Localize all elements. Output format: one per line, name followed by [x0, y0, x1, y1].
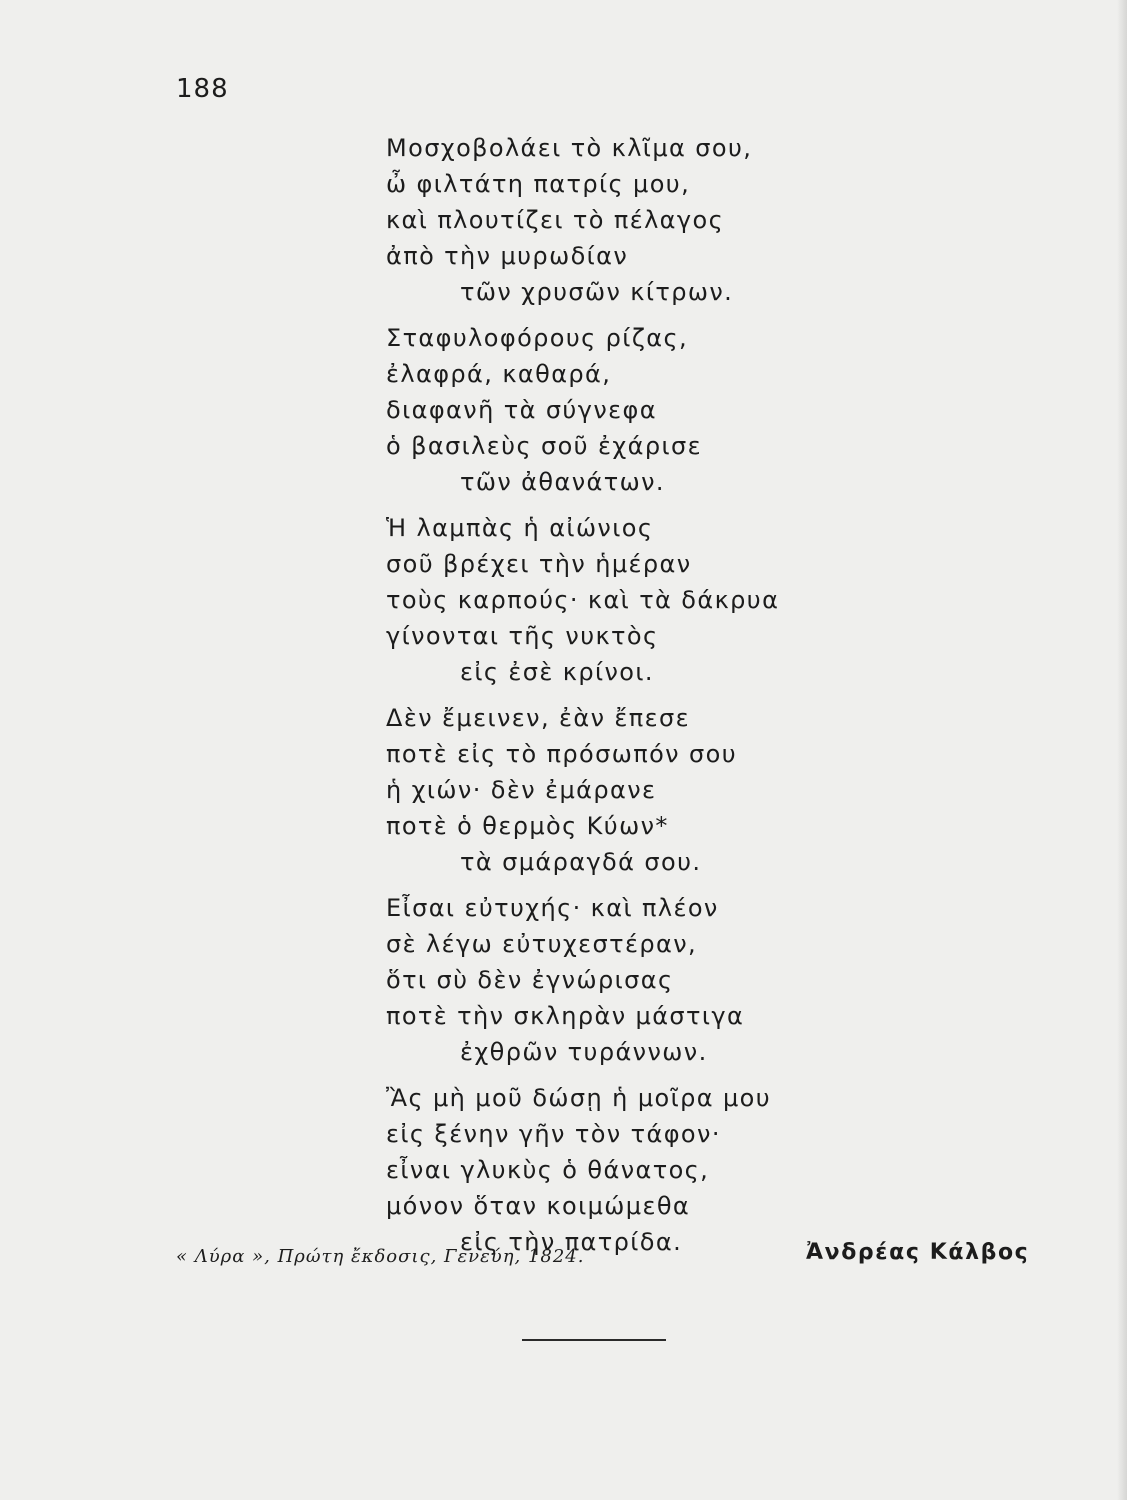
poem: [386, 130, 886, 1260]
stanza-6: [386, 1080, 886, 1260]
stanza-3: [386, 510, 886, 690]
stanza-4: [386, 700, 886, 880]
stanza-5: [386, 890, 886, 1070]
poem-line: εἰς ξένην γῆν τὸν τάφον·: [386, 1120, 721, 1148]
poem-line: διαφανῆ τὰ σύγνεφα: [386, 396, 657, 424]
poem-line: Σταφυλοφόρους ρίζας,: [386, 324, 689, 352]
poem-line: Ἡ λαμπὰς ἡ αἰώνιος: [386, 514, 654, 542]
poem-line-refrain: τῶν ἀθανάτων.: [460, 468, 665, 496]
poem-line: σοῦ βρέχει τὴν ἡμέραν: [386, 550, 692, 578]
poem-line: ὅτι σὺ δὲν ἐγνώρισας: [386, 966, 674, 994]
poem-line-refrain: τὰ σμάραγδά σου.: [460, 848, 702, 876]
poem-line: σὲ λέγω εὐτυχεστέραν,: [386, 930, 698, 958]
poem-line-refrain: εἰς τὴν πατρίδα.: [460, 1228, 683, 1256]
stanza-1: [386, 130, 886, 310]
poem-line: ὁ βασιλεὺς σοῦ ἐχάρισε: [386, 432, 702, 460]
page-edge-shadow: [1117, 0, 1127, 1500]
poem-line: τοὺς καρπούς· καὶ τὰ δάκρυα: [386, 586, 780, 614]
poem-line-refrain: τῶν χρυσῶν κίτρων.: [460, 278, 734, 306]
page-number: 188: [176, 74, 229, 104]
author-name: Ἀνδρέας Κάλβος: [806, 1240, 1030, 1265]
source-citation: « Λύρα », Πρώτη ἔκδοσις, Γενεύη, 1824.: [176, 1246, 585, 1267]
poem-line: μόνον ὅταν κοιμώμεθα: [386, 1192, 691, 1220]
poem-line: καὶ πλουτίζει τὸ πέλαγος: [386, 206, 725, 234]
poem-line: γίνονται τῆς νυκτὸς: [386, 622, 659, 650]
poem-line: ποτὲ εἰς τὸ πρόσωπόν σου: [386, 740, 737, 768]
poem-line: ὦ φιλτάτη πατρίς μου,: [386, 170, 691, 198]
poem-line: ποτὲ ὁ θερμὸς Κύων*: [386, 812, 669, 840]
poem-line: Δὲν ἔμεινεν, ἐὰν ἔπεσε: [386, 704, 691, 732]
stanza-2: [386, 320, 886, 500]
poem-line: ἐλαφρά, καθαρά,: [386, 360, 612, 388]
poem-line: ποτὲ τὴν σκληρὰν μάστιγα: [386, 1002, 745, 1030]
poem-line-refrain: ἐχθρῶν τυράννων.: [460, 1038, 708, 1066]
poem-line: Μοσχοβολάει τὸ κλῖμα σου,: [386, 134, 753, 162]
poem-line-refrain: εἰς ἐσὲ κρίνοι.: [460, 658, 654, 686]
poem-line: ἡ χιών· δὲν ἐμάρανε: [386, 776, 657, 804]
poem-line: Ἂς μὴ μοῦ δώσῃ ἡ μοῖρα μου: [386, 1084, 772, 1112]
poem-line: ἀπὸ τὴν μυρωδίαν: [386, 242, 629, 270]
poem-line: Εἶσαι εὐτυχής· καὶ πλέον: [386, 894, 719, 922]
section-divider: [522, 1339, 666, 1341]
poem-line: εἶναι γλυκὺς ὁ θάνατος,: [386, 1156, 710, 1184]
